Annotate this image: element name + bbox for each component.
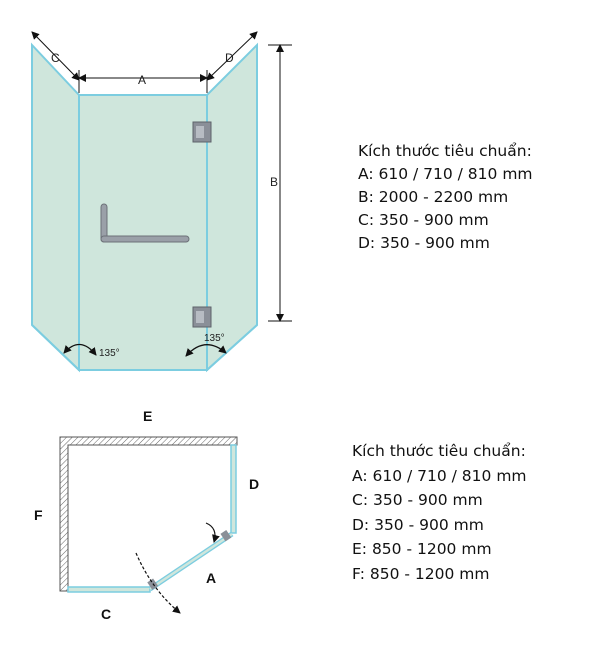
plan-label-f: F [34,507,43,523]
side-panel-right [207,45,257,370]
spec-line: C: 350 - 900 mm [358,211,489,229]
dim-label-a: A [138,73,147,87]
plan-panel-d [231,445,236,533]
angle-left-label: 135° [99,348,120,359]
spec-line: D: 350 - 900 mm [358,234,490,252]
door-open-arrow [206,523,215,542]
spec-line: C: 350 - 900 mm [352,491,483,509]
dim-label-d: D [225,51,234,65]
spec-line: E: 850 - 1200 mm [352,540,492,558]
plan-panel-c [68,587,150,592]
hinge-top-icon [193,122,211,142]
spec-line: A: 610 / 710 / 810 mm [358,165,533,183]
hinge-bottom-icon [193,307,211,327]
spec-list-bottom [352,439,527,586]
dim-label-c: C [51,51,60,65]
plan-label-c: C [101,606,112,622]
spec-title: Kích thước tiêu chuẩn: [358,142,532,160]
plan-label-e: E [143,408,153,424]
spec-list-top [358,140,533,255]
dim-label-b: B [270,175,279,189]
enclosure-plan-view [34,408,259,622]
plan-label-a: A [206,570,217,586]
wall-corner [60,437,237,591]
plan-label-d: D [249,476,260,492]
enclosure-front-view [32,32,292,370]
spec-line: B: 2000 - 2200 mm [358,188,509,206]
side-panel-left [32,45,79,370]
spec-title: Kích thước tiêu chuẩn: [352,442,526,460]
spec-line: A: 610 / 710 / 810 mm [352,466,527,485]
angle-right-label: 135° [204,333,225,344]
spec-line: F: 850 - 1200 mm [352,564,490,583]
spec-line: D: 350 - 900 mm [352,515,484,534]
front-door-panel [79,95,207,370]
